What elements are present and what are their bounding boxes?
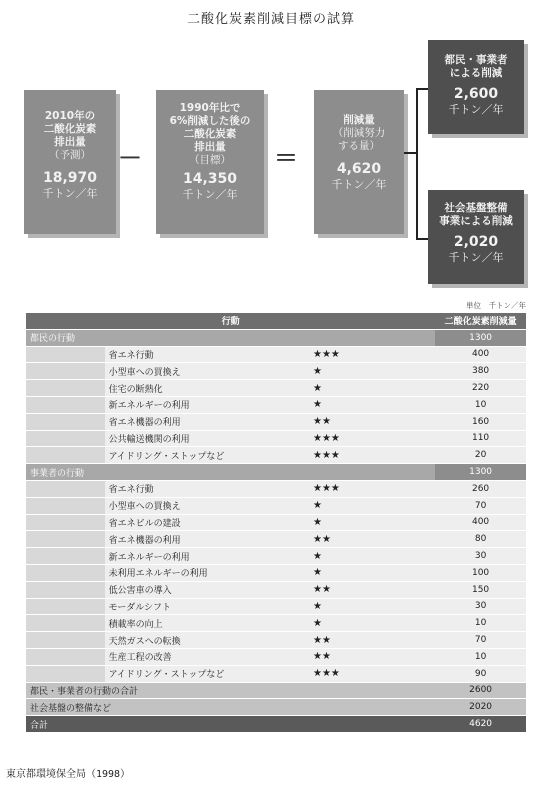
box-2010-unit: 千トン／年 bbox=[42, 187, 98, 200]
total-row bbox=[26, 716, 526, 733]
row-indent bbox=[26, 598, 105, 615]
table-row bbox=[26, 413, 526, 430]
box-infra-reduction bbox=[428, 190, 524, 284]
action-name: 低公害車の導入 bbox=[105, 581, 309, 598]
box-1990-label: 1990年比で 6%削減した後の 二酸化炭素 排出量 bbox=[169, 102, 251, 153]
action-name: 新エネルギーの利用 bbox=[105, 548, 309, 565]
row-indent bbox=[26, 413, 105, 430]
box-1990-target bbox=[156, 90, 264, 234]
action-name: 省エネ行動 bbox=[105, 480, 309, 497]
header-action: 行動 bbox=[26, 313, 435, 329]
action-name: アイドリング・ストップなど bbox=[105, 447, 309, 464]
box-2010-label: 2010年の 二酸化炭素 排出量 bbox=[43, 110, 97, 148]
summary-name: 都民・事業者の行動の合計 bbox=[26, 682, 435, 699]
group-name: 都民の行動 bbox=[26, 329, 435, 346]
box-infra-value: 2,020 bbox=[453, 234, 499, 250]
page-title: 二酸化炭素削減目標の試算 bbox=[186, 12, 355, 27]
table-row bbox=[26, 632, 526, 649]
star-rating: ★★ bbox=[309, 632, 435, 649]
reduction-value: 400 bbox=[435, 514, 526, 531]
group-total: 1300 bbox=[435, 329, 526, 346]
row-indent bbox=[26, 514, 105, 531]
group-total: 1300 bbox=[435, 464, 526, 481]
box-reduction-label: 削減量 bbox=[343, 114, 375, 126]
action-name: 生産工程の改善 bbox=[105, 648, 309, 665]
star-rating: ★★ bbox=[309, 648, 435, 665]
action-name: 未利用エネルギーの利用 bbox=[105, 564, 309, 581]
star-rating: ★ bbox=[309, 380, 435, 397]
table-row bbox=[26, 363, 526, 380]
action-name: 省エネ機器の利用 bbox=[105, 413, 309, 430]
box-reduction-sub: （削減努力 する量） bbox=[332, 127, 386, 152]
header-value: 二酸化炭素削減量 bbox=[435, 313, 526, 329]
table-row bbox=[26, 564, 526, 581]
row-indent bbox=[26, 632, 105, 649]
row-indent bbox=[26, 581, 105, 598]
table-row bbox=[26, 598, 526, 615]
box-infra-label: 社会基盤整備 事業による削減 bbox=[439, 202, 513, 227]
row-indent bbox=[26, 564, 105, 581]
star-rating: ★ bbox=[309, 548, 435, 565]
box-2010-value: 18,970 bbox=[42, 170, 98, 186]
equals-sign: ＝ bbox=[274, 144, 298, 172]
connector-line bbox=[404, 152, 416, 154]
row-indent bbox=[26, 430, 105, 447]
reduction-value: 100 bbox=[435, 564, 526, 581]
star-rating: ★★★ bbox=[309, 480, 435, 497]
box-citizen-unit: 千トン／年 bbox=[448, 103, 504, 116]
reduction-value: 80 bbox=[435, 531, 526, 548]
group-row bbox=[26, 464, 526, 481]
star-rating: ★★★ bbox=[309, 447, 435, 464]
star-rating: ★ bbox=[309, 396, 435, 413]
star-rating: ★★★ bbox=[309, 665, 435, 682]
row-indent bbox=[26, 665, 105, 682]
row-indent bbox=[26, 480, 105, 497]
reduction-table bbox=[26, 313, 526, 733]
reduction-value: 380 bbox=[435, 363, 526, 380]
unit-note: 単位 千トン／年 bbox=[466, 301, 526, 310]
reduction-value: 10 bbox=[435, 648, 526, 665]
table-row bbox=[26, 346, 526, 363]
action-name: 省エネビルの建設 bbox=[105, 514, 309, 531]
reduction-value: 110 bbox=[435, 430, 526, 447]
table-row bbox=[26, 581, 526, 598]
row-indent bbox=[26, 447, 105, 464]
table-row bbox=[26, 548, 526, 565]
box-infra-unit: 千トン／年 bbox=[448, 251, 504, 264]
row-indent bbox=[26, 497, 105, 514]
total-name: 合計 bbox=[26, 716, 435, 733]
reduction-value: 70 bbox=[435, 497, 526, 514]
reduction-value: 10 bbox=[435, 615, 526, 632]
reduction-value: 20 bbox=[435, 447, 526, 464]
table-row bbox=[26, 665, 526, 682]
box-1990-unit: 千トン／年 bbox=[182, 188, 238, 201]
box-2010-sub: （予測） bbox=[49, 149, 91, 161]
action-name: 省エネ行動 bbox=[105, 346, 309, 363]
action-name: 小型車への買換え bbox=[105, 497, 309, 514]
action-name: 省エネ機器の利用 bbox=[105, 531, 309, 548]
summary-name: 社会基盤の整備など bbox=[26, 699, 435, 716]
table-row bbox=[26, 615, 526, 632]
summary-row bbox=[26, 699, 526, 716]
row-indent bbox=[26, 396, 105, 413]
box-reduction-unit: 千トン／年 bbox=[331, 178, 387, 191]
reduction-value: 160 bbox=[435, 413, 526, 430]
action-name: 公共輸送機関の利用 bbox=[105, 430, 309, 447]
action-name: 新エネルギーの利用 bbox=[105, 396, 309, 413]
row-indent bbox=[26, 531, 105, 548]
box-citizen-value: 2,600 bbox=[453, 86, 499, 102]
star-rating: ★★ bbox=[309, 581, 435, 598]
star-rating: ★ bbox=[309, 363, 435, 380]
summary-row bbox=[26, 682, 526, 699]
row-indent bbox=[26, 346, 105, 363]
reduction-value: 220 bbox=[435, 380, 526, 397]
row-indent bbox=[26, 615, 105, 632]
box-citizen-label: 都民・事業者 による削減 bbox=[444, 54, 508, 79]
star-rating: ★ bbox=[309, 497, 435, 514]
star-rating: ★ bbox=[309, 615, 435, 632]
row-indent bbox=[26, 548, 105, 565]
table-row bbox=[26, 480, 526, 497]
box-1990-value: 14,350 bbox=[182, 171, 238, 187]
box-2010-emissions bbox=[24, 90, 116, 234]
reduction-value: 90 bbox=[435, 665, 526, 682]
action-name: モーダルシフト bbox=[105, 598, 309, 615]
table-row bbox=[26, 430, 526, 447]
star-rating: ★ bbox=[309, 564, 435, 581]
action-name: アイドリング・ストップなど bbox=[105, 665, 309, 682]
row-indent bbox=[26, 380, 105, 397]
row-indent bbox=[26, 648, 105, 665]
table-header-row bbox=[26, 313, 526, 329]
table-row bbox=[26, 531, 526, 548]
reduction-value: 400 bbox=[435, 346, 526, 363]
action-name: 天然ガスへの転換 bbox=[105, 632, 309, 649]
box-reduction-value: 4,620 bbox=[336, 161, 382, 177]
group-name: 事業者の行動 bbox=[26, 464, 435, 481]
reduction-value: 30 bbox=[435, 548, 526, 565]
action-name: 住宅の断熱化 bbox=[105, 380, 309, 397]
table-row bbox=[26, 648, 526, 665]
star-rating: ★★ bbox=[309, 413, 435, 430]
table-row bbox=[26, 497, 526, 514]
reduction-value: 30 bbox=[435, 598, 526, 615]
reduction-value: 70 bbox=[435, 632, 526, 649]
box-reduction bbox=[314, 90, 404, 234]
source-credit: 東京都環境保全局（1998） bbox=[6, 769, 131, 780]
table-row bbox=[26, 380, 526, 397]
action-name: 積載率の向上 bbox=[105, 615, 309, 632]
summary-value: 2600 bbox=[435, 682, 526, 699]
row-indent bbox=[26, 363, 105, 380]
reduction-value: 150 bbox=[435, 581, 526, 598]
star-rating: ★ bbox=[309, 514, 435, 531]
summary-value: 2020 bbox=[435, 699, 526, 716]
star-rating: ★★★ bbox=[309, 346, 435, 363]
table-row bbox=[26, 514, 526, 531]
table-row bbox=[26, 396, 526, 413]
star-rating: ★★ bbox=[309, 531, 435, 548]
table-row bbox=[26, 447, 526, 464]
box-citizen-reduction bbox=[428, 40, 524, 134]
box-1990-sub: （目標） bbox=[189, 154, 231, 166]
action-name: 小型車への買換え bbox=[105, 363, 309, 380]
star-rating: ★★★ bbox=[309, 430, 435, 447]
minus-sign: － bbox=[118, 144, 142, 172]
reduction-value: 10 bbox=[435, 396, 526, 413]
reduction-value: 260 bbox=[435, 480, 526, 497]
total-value: 4620 bbox=[435, 716, 526, 733]
group-row bbox=[26, 329, 526, 346]
star-rating: ★ bbox=[309, 598, 435, 615]
